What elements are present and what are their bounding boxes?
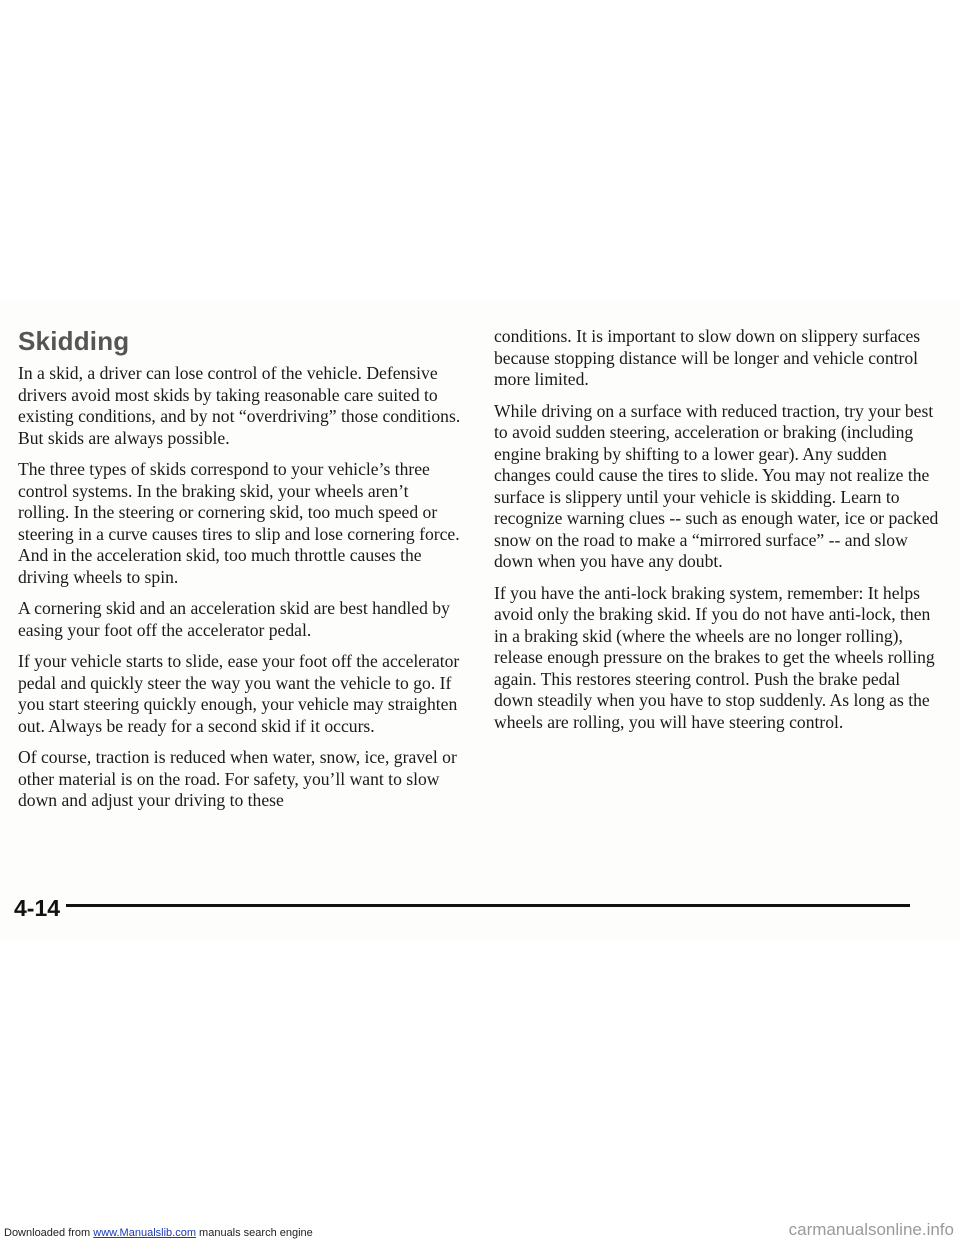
right-column [494,326,940,743]
paragraph: While driving on a surface with reduced traction, try your best to avoid sudden steering, acceleration or braking (including engine braking by shifting to a lower gear). Any sudden changes could cause the tires to slide. You may not realize the surface is slippery until your vehicle is skidding. Learn to recognize warning clues -- such as enough water, ice or packed snow on the road to make a “mirrored surface” -- and slow down when you have any doubt. [494,400,939,571]
page-number: 4-14 [14,895,61,921]
watermark: carmanualsonline.info [788,1220,954,1239]
paragraph: conditions. It is important to slow down on slippery surfaces because stopping distance will be longer and vehicle control more limited. [494,326,921,389]
page-rule [66,904,910,907]
download-footer [4,1227,313,1239]
paragraph: If your vehicle starts to slide, ease your foot off the accelerator pedal and quickly steer the way you want the vehicle to go. If you start steering quickly enough, your vehicle may straighten out. Always be ready for a second skid if it occurs. [18,651,460,736]
manual-page [0,300,960,940]
paragraph: A cornering skid and an acceleration skid are best handled by easing your foot off the accelerator pedal. [18,598,450,640]
paragraph: The three types of skids correspond to your vehicle’s three control systems. In the braking skid, your wheels aren’t rolling. In the steering or cornering skid, too much speed or steering in a curve causes tires to slip and lose cornering force. And in the acceleration skid, too much throttle causes the driving wheels to spin. [18,459,460,587]
manualslib-link[interactable]: www.Manualslib.com [93,1227,196,1239]
paragraph: Of course, traction is reduced when water, snow, ice, gravel or other material is on the road. For safety, you’ll want to slow down and adjust your driving to these [18,747,457,810]
footer-prefix: Downloaded from [4,1227,91,1239]
paragraph: If you have the anti-lock braking system, remember: It helps avoid only the braking skid. If you do not have anti-lock, then in a braking skid (where the wheels are no longer rolling), release enough pressure on the brakes to get the wheels rolling again. This restores steering control. Push the brake pedal down steadily when you have to stop suddenly. As long as the wheels are rolling, you will have steering control. [494,582,935,732]
paragraph: In a skid, a driver can lose control of the vehicle. Defensive drivers avoid most skids by taking reasonable care suited to existing conditions, and by not “overdriving” those conditions. But skids are always possible. [18,363,461,448]
section-title: Skidding [18,326,130,356]
footer-suffix: manuals search engine [199,1227,313,1239]
left-column [18,363,464,822]
